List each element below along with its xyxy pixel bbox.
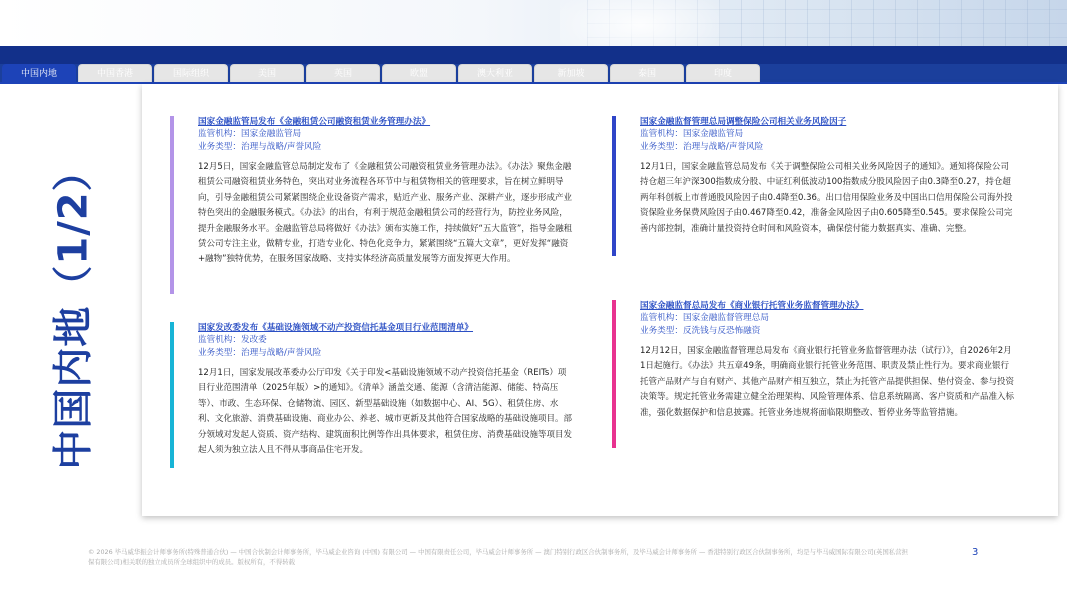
article-business-type [640,141,1016,154]
tab-australia[interactable]: 澳大利亚 [458,64,532,83]
tab-usa[interactable]: 美国 [230,64,304,83]
business-type-value: 治理与战略/声誉风险 [240,142,322,152]
article-accent-bar [612,300,616,448]
regulator-value: 国家金融监管局 [240,129,302,139]
regulator-value: 国家金融监管局 [682,129,744,139]
article-body [198,116,574,268]
article-business-type [198,141,574,154]
article-business-type [640,325,1016,338]
tab-singapore[interactable]: 新加坡 [534,64,608,83]
article-title-link[interactable]: 国家金融监管局发布《金融租赁公司融资租赁业务管理办法》 [198,117,431,127]
article-title-link[interactable]: 国家金融监督管理总局调整保险公司相关业务风险因子 [640,117,847,127]
article-text: 12月1日，国家发展改革委办公厅印发《关于印发<基础设施领域不动产投资信托基金（REITs）项目行业范围清单（2025年版）>的通知》。《清单》涵盖交通、能源（含清洁能源、储能、特高压等）、市政、生态环保、仓储物流、园区、新型基础设施（如数据中心、AI、5G）、租赁住房、水利、文化旅游、消费基础设施、商业办公、养老、城市更新及其他符合国家战略的基础设施项目。部分领域对发起人资质、资产结构、建筑面积比例等作出具体要求，租赁住房、消费基础设施等项目发起人须为独立法人且不得从事商品住宅开发。 [198,368,573,456]
article-body [198,322,574,458]
regulator-label: 监管机构： [198,335,241,345]
article-regulator [640,128,1016,141]
page-title: 中国内地（1/2） [50,150,97,470]
article-text: 12月5日，国家金融监管总局制定发布了《金融租赁公司融资租赁业务管理办法》。《办法》聚焦金融租赁公司融资租赁业务特色，突出对业务流程各环节中与租赁物相关的管理要求，旨在树立鲜明导向，引导金融租赁公司紧紧围绕企业设备资产需求，贴近产业、服务产业、深耕产业，逐步形成产业特色突出的金融服务模式。《办法》的出台，有利于规范金融租赁公司的经营行为，防控业务风险，提升金融服务水平。金融监管总局将做好《办法》颁布实施工作，持续做好“五大监管”，指导金融租赁公司专注主业，做精专业，打造专业化、特色化竞争力，紧紧围绕“五篇大文章”，更好发挥“融资+融物”独特优势，在服务国家战略、支持实体经济高质量发展等方面发挥更大作用。 [198,162,573,265]
tab-mainland-china[interactable]: 中国内地 [2,64,76,83]
regulator-value: 发改委 [240,335,267,345]
article-title-link[interactable]: 国家金融监督总局发布《商业银行托管业务监督管理办法》 [640,301,864,311]
article-text: 12月12日，国家金融监督管理总局发布《商业银行托管业务监督管理办法（试行）》，自2026年2月1日起施行。《办法》共五章49条，明确商业银行托管业务范围、职责及禁止性行为。要求商业银行托管产品财产与自有财产、其他产品财产相互独立，禁止为托管产品提供担保、垫付资金、参与投资决策等。规定托管业务需建立健全治理架构、风险管理体系、信息系统隔离、客户资质和产品准入标准，强化数据保护和信息披露。托管业务违规将面临限期整改、暂停业务等监管措施。 [640,346,1015,418]
business-type-value: 治理与战略/声誉风险 [240,348,322,358]
article-regulator [198,334,574,347]
article-accent-bar [170,116,174,294]
regulator-label: 监管机构： [640,313,683,323]
article-business-type [198,347,574,360]
business-type-label: 业务类型： [640,142,683,152]
article-accent-bar [170,322,174,468]
business-type-label: 业务类型： [198,348,241,358]
nav-band-top [0,46,1067,64]
tab-eu[interactable]: 欧盟 [382,64,456,83]
page-title-wrapper [10,120,130,500]
region-tabs [2,64,760,84]
article-body [640,300,1016,421]
business-type-value: 治理与战略/声誉风险 [682,142,764,152]
article-regulator [198,128,574,141]
article-body [640,116,1016,237]
tab-uk[interactable]: 英国 [306,64,380,83]
article-accent-bar [612,116,616,256]
article-text: 12月1日，国家金融监管总局发布《关于调整保险公司相关业务风险因子的通知》。通知将保险公司持仓超三年沪深300指数成分股、中证红利低波动100指数成分股风险因子由0.3降至0.27，持仓超两年科创板上市普通股风险因子由0.4降至0.36。出口信用保险业务及中国出口信用保险公司海外投资保险业务保费风险因子由0.467降至0.42，准备金风险因子由0.605降至0.545。要求保险公司完善内部控制，准确计量投资持仓时间和风险资本，确保偿付能力数据真实、准确、完整。 [640,162,1013,234]
page-number: 3 [972,547,979,558]
tab-thailand[interactable]: 泰国 [610,64,684,83]
tab-international-orgs[interactable]: 国际组织 [154,64,228,83]
tab-india[interactable]: 印度 [686,64,760,83]
business-type-label: 业务类型： [198,142,241,152]
article-regulator [640,312,1016,325]
header-banner [0,0,1067,52]
business-type-label: 业务类型： [640,326,683,336]
copyright-footer: © 2026 毕马威华振会计师事务所(特殊普通合伙) — 中国合伙制会计师事务所，毕马威企业咨询 (中国) 有限公司 — 中国有限责任公司，毕马威会计师事务所 — 澳门特别行政区合伙制事务所，及毕马威会计师事务所 — 香港特别行政区合伙制事务所，均是与毕马威国际有限公司(英国私营担保有限公司)相关联的独立成员所全球组织中的成员。版权所有，不得转载 [88,548,908,566]
business-type-value: 反洗钱与反恐怖融资 [682,326,761,336]
article-title-link[interactable]: 国家发改委发布《基础设施领域不动产投资信托基金项目行业范围清单》 [198,323,474,333]
tab-hong-kong[interactable]: 中国香港 [78,64,152,83]
header-glow [560,0,720,52]
regulator-label: 监管机构： [198,129,241,139]
regulator-value: 国家金融监督管理总局 [682,313,769,323]
regulator-label: 监管机构： [640,129,683,139]
